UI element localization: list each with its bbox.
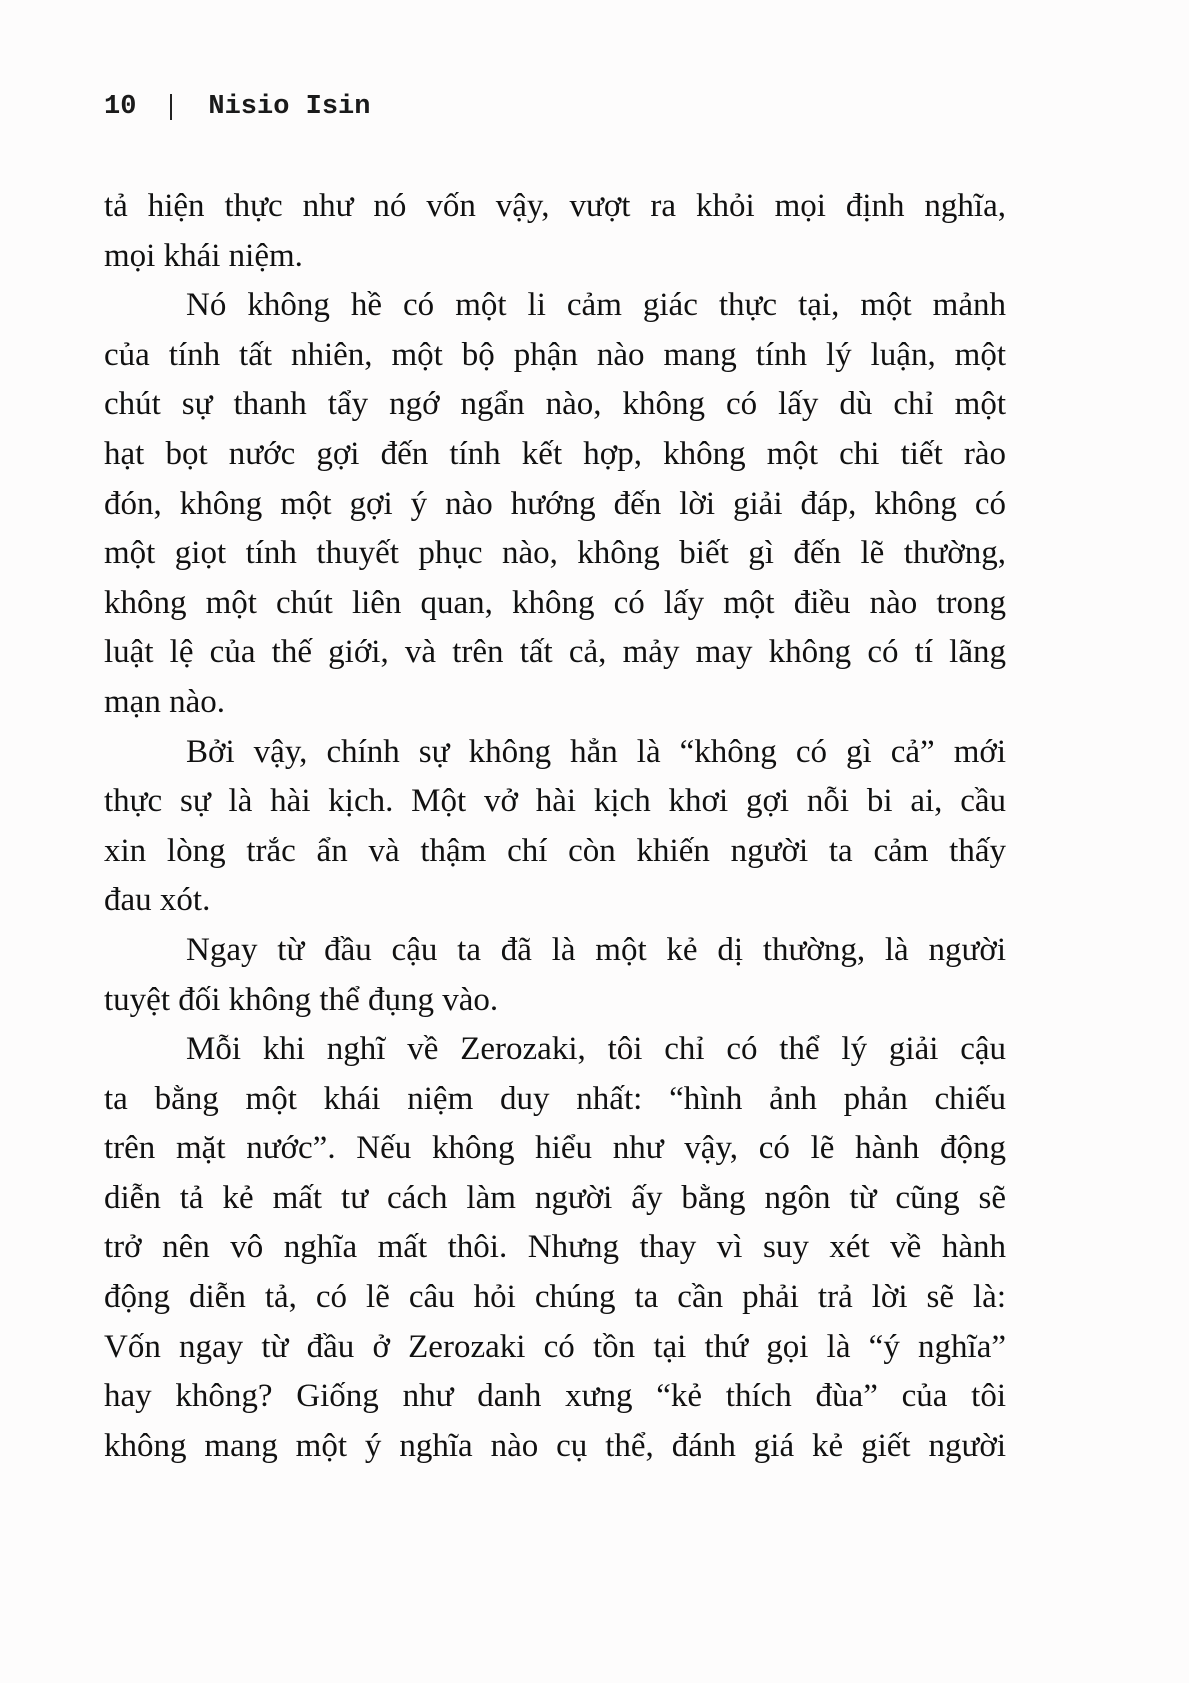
text-line: chút sự thanh tẩy ngớ ngẩn nào, không có lấy dù chỉ một	[104, 386, 1006, 423]
author-name: Nisio Isin	[208, 92, 371, 122]
text-line: của tính tất nhiên, một bộ phận nào mang tính lý luận, một	[104, 336, 1006, 373]
text-line: Ngay từ đầu cậu ta đã là một kẻ dị thường, là người	[186, 931, 1006, 968]
text-line: đau xót.	[104, 882, 211, 919]
text-line: đón, không một gợi ý nào hướng đến lời giải đáp, không có	[104, 485, 1006, 522]
text-line: Vốn ngay từ đầu ở Zerozaki có tồn tại thứ gọi là “ý nghĩa”	[104, 1328, 1006, 1365]
text-line: mọi khái niệm.	[104, 237, 303, 274]
text-line: thực sự là hài kịch. Một vở hài kịch khơi gợi nỗi bi ai, cầu	[104, 783, 1006, 820]
page-number: 10	[104, 92, 137, 122]
text-line: tuyệt đối không thể đụng vào.	[104, 981, 499, 1018]
text-line: Mỗi khi nghĩ về Zerozaki, tôi chỉ có thể lý giải cậu	[186, 1031, 1006, 1068]
page-body-text	[104, 182, 1006, 1471]
text-line: một giọt tính thuyết phục nào, không biết gì đến lẽ thường,	[104, 535, 1006, 572]
text-line: trở nên vô nghĩa mất thôi. Nhưng thay vì suy xét về hành	[104, 1229, 1006, 1266]
text-line: trên mặt nước”. Nếu không hiểu như vậy, có lẽ hành động	[104, 1130, 1006, 1167]
text-line: diễn tả kẻ mất tư cách làm người ấy bằng ngôn từ cũng sẽ	[104, 1179, 1006, 1216]
text-line: luật lệ của thế giới, và trên tất cả, mảy may không có tí lãng	[104, 634, 1006, 671]
header-divider	[170, 94, 172, 120]
text-line: Bởi vậy, chính sự không hẳn là “không có gì cả” mới	[186, 733, 1006, 770]
text-line: tả hiện thực như nó vốn vậy, vượt ra khỏi mọi định nghĩa,	[104, 188, 1006, 224]
text-line: không một chút liên quan, không có lấy một điều nào trong	[104, 584, 1006, 621]
text-line: xin lòng trắc ẩn và thậm chí còn khiến người ta cảm thấy	[104, 832, 1006, 869]
text-line: động diễn tả, có lẽ câu hỏi chúng ta cần phải trả lời sẽ là:	[104, 1279, 1006, 1316]
running-header	[104, 92, 370, 122]
text-line: hạt bọt nước gợi đến tính kết hợp, không một chi tiết rào	[104, 435, 1006, 472]
text-line: mạn nào.	[104, 683, 225, 720]
text-line: không mang một ý nghĩa nào cụ thể, đánh giá kẻ giết người	[104, 1427, 1006, 1464]
text-line: ta bằng một khái niệm duy nhất: “hình ảnh phản chiếu	[104, 1080, 1006, 1117]
text-line: hay không? Giống như danh xưng “kẻ thích đùa” của tôi	[104, 1378, 1006, 1415]
text-line: Nó không hề có một li cảm giác thực tại, một mảnh	[186, 287, 1006, 324]
